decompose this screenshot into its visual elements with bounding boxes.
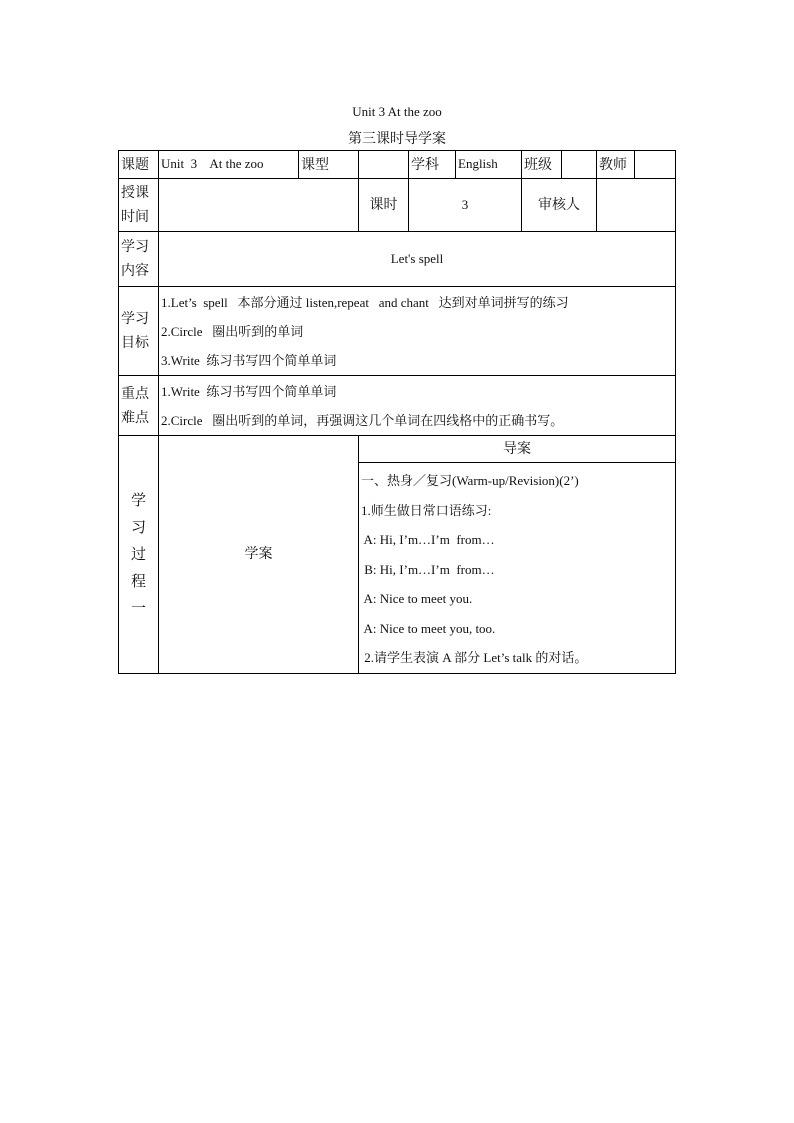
process-label-char: 过 — [130, 544, 146, 563]
document-title-cn: 第三课时导学案 — [348, 131, 446, 147]
key-points-row — [119, 376, 676, 436]
class-label: 班级 — [522, 151, 562, 179]
goal-item: 1.Let’s spell 本部分通过 listen,repeat and chant 达到对单词拼写的练习 — [161, 294, 569, 310]
reviewer-value — [597, 179, 676, 232]
guide-line: B: Hi, I’m…I’m from… — [361, 561, 495, 577]
reviewer-label: 审核人 — [522, 179, 597, 232]
guide-line: A: Hi, I’m…I’m from… — [361, 532, 495, 547]
period-label: 课时 — [359, 179, 409, 232]
content-label-line2: 内容 — [121, 263, 149, 279]
process-label — [119, 436, 159, 674]
time-row — [119, 179, 676, 232]
key-points-list — [159, 376, 676, 436]
class-value — [562, 151, 597, 179]
teacher-value — [635, 151, 676, 179]
guide-line: 一、热身／复习(Warm-up/Revision)(2’) — [361, 473, 579, 488]
key-point-item: 2.Circle 圈出听到的单词，再强调这几个单词在四线格中的正确书写。 — [161, 412, 564, 428]
topic-value: Unit 3 At the zoo — [159, 151, 299, 179]
teacher-label: 教师 — [597, 151, 635, 179]
goals-label — [119, 287, 159, 376]
guide-content — [359, 463, 676, 674]
goals-label-line2: 目标 — [121, 335, 149, 351]
key-points-label — [119, 376, 159, 436]
subject-label: 学科 — [409, 151, 456, 179]
content-row — [119, 232, 676, 287]
key-points-label-line2: 难点 — [121, 409, 149, 426]
time-label — [119, 179, 159, 232]
goals-list — [159, 287, 676, 376]
key-points-label-line1: 重点 — [121, 385, 149, 402]
process-label-char: 习 — [130, 517, 146, 536]
process-label-char: 一 — [130, 598, 146, 617]
process-row — [119, 436, 676, 463]
content-value: Let's spell — [159, 232, 676, 287]
guide-line: 2.请学生表演 A 部分 Let’s talk 的对话。 — [361, 650, 588, 665]
key-point-item: 1.Write 练习书写四个简单单词 — [161, 383, 337, 399]
process-label-char: 学 — [130, 490, 146, 509]
guide-line: 1.师生做日常口语练习: — [361, 502, 492, 518]
time-label-line2: 时间 — [121, 209, 149, 225]
guide-line: A: Nice to meet you, too. — [361, 620, 496, 636]
goal-item: 2.Circle 圈出听到的单词 — [161, 323, 304, 339]
content-label — [119, 232, 159, 287]
goal-item: 3.Write 练习书写四个简单单词 — [161, 352, 337, 368]
period-value: 3 — [409, 179, 522, 232]
process-label-char: 程 — [130, 571, 146, 590]
type-label: 课型 — [299, 151, 359, 179]
date-value — [159, 179, 359, 232]
goals-row — [119, 287, 676, 376]
time-label-line1: 授课 — [121, 185, 149, 201]
guide-header: 导案 — [359, 436, 676, 463]
type-value — [359, 151, 409, 179]
student-plan-label: 学案 — [159, 436, 359, 674]
document-title-en: Unit 3 At the zoo — [352, 104, 442, 119]
lesson-plan-table — [118, 150, 676, 674]
topic-label: 课题 — [119, 151, 159, 179]
guide-line: A: Nice to meet you. — [361, 591, 473, 606]
subject-value: English — [456, 151, 522, 179]
content-label-line1: 学习 — [121, 239, 149, 255]
header-row — [119, 151, 676, 179]
goals-label-line1: 学习 — [121, 311, 149, 327]
